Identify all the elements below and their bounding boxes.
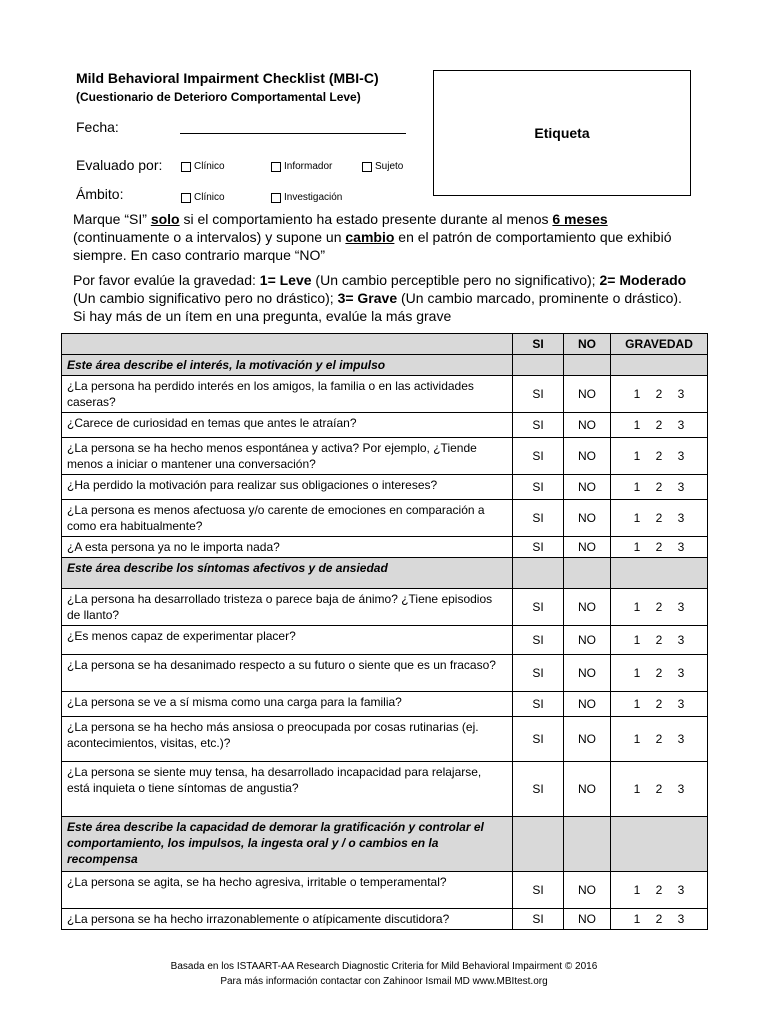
severity-option-2[interactable]: 2 xyxy=(655,600,663,614)
answer-si[interactable]: SI xyxy=(513,762,564,817)
answer-no[interactable]: NO xyxy=(564,589,611,626)
severity-option-3[interactable]: 3 xyxy=(677,782,685,796)
severity-options xyxy=(611,692,708,717)
severity-options xyxy=(611,500,708,537)
severity-option-2[interactable]: 2 xyxy=(655,511,663,525)
severity-option-2[interactable]: 2 xyxy=(655,633,663,647)
severity-option-3[interactable]: 3 xyxy=(677,912,685,926)
severity-option-2[interactable]: 2 xyxy=(655,782,663,796)
severity-option-1[interactable]: 1 xyxy=(633,697,641,711)
severity-option-3[interactable]: 3 xyxy=(677,540,685,554)
severity-options xyxy=(611,655,708,692)
severity-option-1[interactable]: 1 xyxy=(633,633,641,647)
answer-si[interactable]: SI xyxy=(513,413,564,438)
table-row xyxy=(62,909,708,930)
section-empty-cell xyxy=(611,817,708,872)
severity-option-1[interactable]: 1 xyxy=(633,912,641,926)
answer-no[interactable]: NO xyxy=(564,717,611,762)
checklist-table xyxy=(61,333,708,930)
evaluado-option-sujeto[interactable]: Sujeto xyxy=(362,161,403,172)
severity-option-3[interactable]: 3 xyxy=(677,511,685,525)
question-text: ¿Ha perdido la motivación para realizar sus obligaciones o intereses? xyxy=(62,475,513,500)
severity-option-2[interactable]: 2 xyxy=(655,540,663,554)
question-text: ¿La persona se agita, se ha hecho agresiva, irritable o temperamental? xyxy=(62,872,513,909)
table-row xyxy=(62,413,708,438)
question-text: ¿A esta persona ya no le importa nada? xyxy=(62,537,513,558)
ambito-option-clinico[interactable]: Clínico xyxy=(181,192,225,203)
answer-no[interactable]: NO xyxy=(564,438,611,475)
answer-si[interactable]: SI xyxy=(513,692,564,717)
table-row xyxy=(62,626,708,655)
severity-option-3[interactable]: 3 xyxy=(677,633,685,647)
section-empty-cell xyxy=(564,817,611,872)
severity-option-1[interactable]: 1 xyxy=(633,418,641,432)
answer-si[interactable]: SI xyxy=(513,500,564,537)
severity-options xyxy=(611,909,708,930)
section-row xyxy=(62,355,708,376)
severity-option-2[interactable]: 2 xyxy=(655,666,663,680)
severity-option-1[interactable]: 1 xyxy=(633,666,641,680)
checkbox-icon[interactable] xyxy=(271,162,281,172)
severity-option-1[interactable]: 1 xyxy=(633,782,641,796)
answer-no[interactable]: NO xyxy=(564,626,611,655)
answer-no[interactable]: NO xyxy=(564,692,611,717)
question-text: ¿La persona es menos afectuosa y/o carente de emociones en comparación a como era habitualmente? xyxy=(62,500,513,537)
etiqueta-box: Etiqueta xyxy=(433,70,691,196)
section-title: Este área describe los síntomas afectivos y de ansiedad xyxy=(62,558,513,589)
section-empty-cell xyxy=(513,817,564,872)
table-row xyxy=(62,438,708,475)
table-row xyxy=(62,537,708,558)
severity-options xyxy=(611,537,708,558)
severity-option-3[interactable]: 3 xyxy=(677,697,685,711)
section-empty-cell xyxy=(513,355,564,376)
instructions-paragraph-2: Por favor evalúe la gravedad: 1= Leve (Un cambio perceptible pero no significativo); 2= Moderado (Un cambio significativo pero no drástico); 3= Grave (Un cambio marcado, prominente o drástico). Si hay más de un ítem en una pregunta, evalúe la más grave xyxy=(73,272,687,324)
answer-si[interactable]: SI xyxy=(513,655,564,692)
answer-no[interactable]: NO xyxy=(564,762,611,817)
severity-option-3[interactable]: 3 xyxy=(677,449,685,463)
question-text: ¿La persona se siente muy tensa, ha desarrollado incapacidad para relajarse, está inquieta o tiene síntomas de angustia? xyxy=(62,762,513,817)
section-empty-cell xyxy=(564,558,611,589)
header-question xyxy=(62,334,513,355)
section-empty-cell xyxy=(564,355,611,376)
section-title: Este área describe el interés, la motivación y el impulso xyxy=(62,355,513,376)
answer-si[interactable]: SI xyxy=(513,717,564,762)
answer-si[interactable]: SI xyxy=(513,909,564,930)
checkbox-icon[interactable] xyxy=(362,162,372,172)
question-text: ¿La persona ha perdido interés en los amigos, la familia o en las actividades caseras? xyxy=(62,376,513,413)
table-row xyxy=(62,500,708,537)
question-text: ¿La persona ha desarrollado tristeza o parece baja de ánimo? ¿Tiene episodios de llanto? xyxy=(62,589,513,626)
header-si: SI xyxy=(513,334,564,355)
table-row xyxy=(62,589,708,626)
severity-option-1[interactable]: 1 xyxy=(633,387,641,401)
table-row xyxy=(62,717,708,762)
checkbox-icon[interactable] xyxy=(271,193,281,203)
severity-options xyxy=(611,376,708,413)
severity-option-2[interactable]: 2 xyxy=(655,697,663,711)
section-empty-cell xyxy=(611,355,708,376)
answer-no[interactable]: NO xyxy=(564,376,611,413)
severity-options xyxy=(611,717,708,762)
severity-option-1[interactable]: 1 xyxy=(633,540,641,554)
table-row xyxy=(62,655,708,692)
fecha-field[interactable] xyxy=(180,133,406,134)
severity-options xyxy=(611,762,708,817)
question-text: ¿La persona se ha desanimado respecto a su futuro o siente que es un fracaso? xyxy=(62,655,513,692)
header-no: NO xyxy=(564,334,611,355)
table-header-row xyxy=(62,334,708,355)
instructions-paragraph-1: Marque “SI” solo si el comportamiento ha estado presente durante al menos 6 meses (continuamente o a intervalos) y supone un cambio en el patrón de comportamiento que exhibió siempre. En caso contrario marque “NO” xyxy=(73,211,672,263)
severity-option-2[interactable]: 2 xyxy=(655,732,663,746)
severity-option-2[interactable]: 2 xyxy=(655,480,663,494)
severity-options xyxy=(611,475,708,500)
severity-option-3[interactable]: 3 xyxy=(677,480,685,494)
severity-option-1[interactable]: 1 xyxy=(633,480,641,494)
answer-si[interactable]: SI xyxy=(513,626,564,655)
answer-no[interactable]: NO xyxy=(564,872,611,909)
answer-no[interactable]: NO xyxy=(564,537,611,558)
table-row xyxy=(62,762,708,817)
table-row xyxy=(62,376,708,413)
severity-option-2[interactable]: 2 xyxy=(655,418,663,432)
question-text: ¿La persona se ha hecho menos espontánea y activa? Por ejemplo, ¿Tiende menos a iniciar o mantener una conversación? xyxy=(62,438,513,475)
section-empty-cell xyxy=(611,558,708,589)
section-title: Este área describe la capacidad de demorar la gratificación y controlar el comportamiento, los impulsos, la ingesta oral y / o cambios en la recompensa xyxy=(62,817,513,872)
ambito-option-investigacion[interactable]: Investigación xyxy=(271,192,342,203)
form-subtitle: (Cuestionario de Deterioro Comportamental Leve) xyxy=(76,90,361,104)
header-gravedad: GRAVEDAD xyxy=(611,334,708,355)
answer-si[interactable]: SI xyxy=(513,537,564,558)
severity-option-3[interactable]: 3 xyxy=(677,600,685,614)
answer-si[interactable]: SI xyxy=(513,438,564,475)
form-title: Mild Behavioral Impairment Checklist (MBI-C) xyxy=(76,70,379,86)
severity-option-2[interactable]: 2 xyxy=(655,449,663,463)
severity-option-1[interactable]: 1 xyxy=(633,883,641,897)
table-row xyxy=(62,475,708,500)
checkbox-icon[interactable] xyxy=(181,193,191,203)
severity-option-2[interactable]: 2 xyxy=(655,912,663,926)
evaluado-option-informador[interactable]: Informador xyxy=(271,161,332,172)
footer-line-1: Basada en los ISTAART-AA Research Diagnostic Criteria for Mild Behavioral Impairment © 2016 xyxy=(170,961,598,972)
fecha-label: Fecha: xyxy=(76,119,119,135)
answer-no[interactable]: NO xyxy=(564,655,611,692)
severity-option-2[interactable]: 2 xyxy=(655,387,663,401)
footer-line-2: Para más información contactar con Zahinoor Ismail MD www.MBItest.org xyxy=(220,976,548,987)
question-text: ¿Carece de curiosidad en temas que antes le atraían? xyxy=(62,413,513,438)
severity-option-3[interactable]: 3 xyxy=(677,418,685,432)
severity-option-3[interactable]: 3 xyxy=(677,883,685,897)
evaluado-label: Evaluado por: xyxy=(76,157,163,173)
answer-si[interactable]: SI xyxy=(513,475,564,500)
table-body xyxy=(62,355,708,930)
severity-option-1[interactable]: 1 xyxy=(633,732,641,746)
severity-option-2[interactable]: 2 xyxy=(655,883,663,897)
answer-si[interactable]: SI xyxy=(513,376,564,413)
severity-option-3[interactable]: 3 xyxy=(677,666,685,680)
severity-option-3[interactable]: 3 xyxy=(677,387,685,401)
section-row xyxy=(62,817,708,872)
severity-option-3[interactable]: 3 xyxy=(677,732,685,746)
answer-si[interactable]: SI xyxy=(513,589,564,626)
severity-option-1[interactable]: 1 xyxy=(633,511,641,525)
severity-options xyxy=(611,589,708,626)
ambito-label: Ámbito: xyxy=(76,186,124,202)
section-row xyxy=(62,558,708,589)
severity-options xyxy=(611,872,708,909)
answer-no[interactable]: NO xyxy=(564,500,611,537)
question-text: ¿La persona se ve a sí misma como una carga para la familia? xyxy=(62,692,513,717)
severity-options xyxy=(611,438,708,475)
table-row xyxy=(62,692,708,717)
checkbox-icon[interactable] xyxy=(181,162,191,172)
answer-no[interactable]: NO xyxy=(564,909,611,930)
answer-no[interactable]: NO xyxy=(564,475,611,500)
evaluado-option-clinico[interactable]: Clínico xyxy=(181,161,225,172)
severity-options xyxy=(611,413,708,438)
severity-option-1[interactable]: 1 xyxy=(633,449,641,463)
severity-options xyxy=(611,626,708,655)
answer-no[interactable]: NO xyxy=(564,413,611,438)
severity-option-1[interactable]: 1 xyxy=(633,600,641,614)
question-text: ¿La persona se ha hecho más ansiosa o preocupada por cosas rutinarias (ej. acontecimientos, visitas, etc.)? xyxy=(62,717,513,762)
question-text: ¿Es menos capaz de experimentar placer? xyxy=(62,626,513,655)
question-text: ¿La persona se ha hecho irrazonablemente o atípicamente discutidora? xyxy=(62,909,513,930)
section-empty-cell xyxy=(513,558,564,589)
answer-si[interactable]: SI xyxy=(513,872,564,909)
table-row xyxy=(62,872,708,909)
